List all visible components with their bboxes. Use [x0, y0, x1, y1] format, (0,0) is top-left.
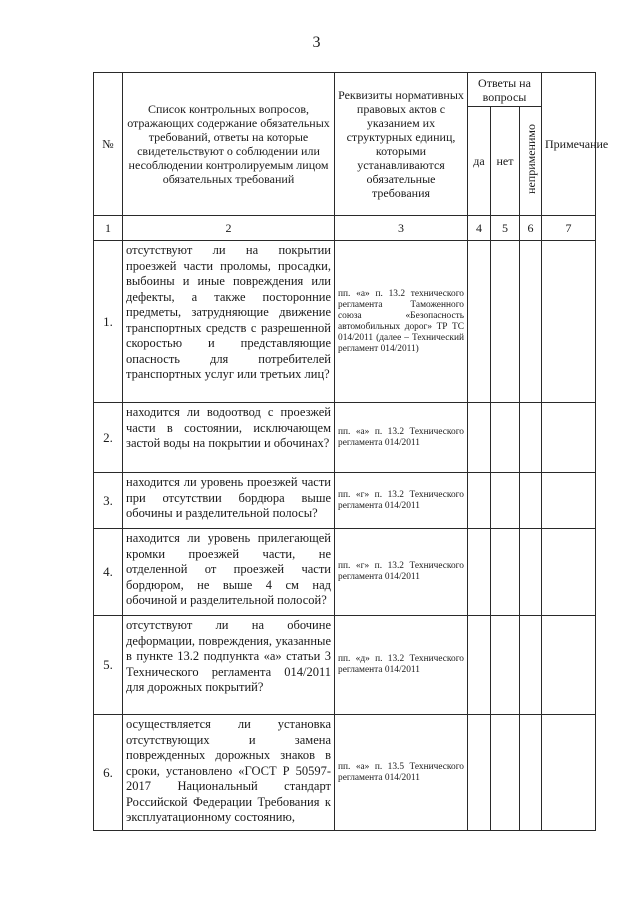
answer-no-cell[interactable] [491, 616, 520, 715]
answer-no-cell[interactable] [491, 403, 520, 473]
answer-not-applicable-cell[interactable] [520, 715, 542, 831]
answer-yes-cell[interactable] [468, 616, 491, 715]
answer-no-cell[interactable] [491, 473, 520, 529]
note-cell[interactable] [542, 403, 596, 473]
column-number: 6 [520, 216, 542, 241]
table-row [94, 473, 596, 529]
row-reference: пп. «г» п. 13.2 Технического регламента 014/2011 [335, 529, 468, 616]
page-number: 3 [312, 34, 321, 51]
row-question: находится ли водоотвод с проезжей части в состоянии, исключающем застой воды на покрытии и обочинах? [123, 403, 335, 473]
table-row [94, 241, 596, 403]
note-cell[interactable] [542, 616, 596, 715]
note-cell[interactable] [542, 473, 596, 529]
table-row [94, 616, 596, 715]
header-requisites: Реквизиты нормативных правовых актов с указанием их структурных единиц, которыми устанавливаются обязательные требования [335, 73, 468, 216]
answer-not-applicable-cell[interactable] [520, 241, 542, 403]
header-row-top [94, 73, 596, 107]
row-question: находится ли уровень прилегающей кромки проезжей части, не отделенной от проезжей части бордюром, не выше 4 см над обочиной и разделительной полосой? [123, 529, 335, 616]
header-number: № [94, 73, 123, 216]
column-number: 4 [468, 216, 491, 241]
note-cell[interactable] [542, 529, 596, 616]
row-reference: пп. «а» п. 13.2 технического регламента Таможенного союза «Безопасность автомобильных дорог» ТР ТС 014/2011 (далее – Технический регламент 014/2011) [335, 241, 468, 403]
column-number: 1 [94, 216, 123, 241]
row-reference: пп. «а» п. 13.5 Технического регламента 014/2011 [335, 715, 468, 831]
answer-yes-cell[interactable] [468, 241, 491, 403]
row-number: 5. [94, 616, 123, 715]
row-number: 1. [94, 241, 123, 403]
answer-not-applicable-cell[interactable] [520, 473, 542, 529]
answer-yes-cell[interactable] [468, 529, 491, 616]
row-question: находится ли уровень проезжей части при отсутствии бордюра выше обочины и разделительной полосы? [123, 473, 335, 529]
row-question: отсутствуют ли на покрытии проезжей части проломы, просадки, выбоины и иные повреждения или дефекты, а также посторонние предметы, затрудняющие движение транспортных средств с разрешенной скоростью и представляющие опасность для потребителей транспортных услуг или третьих лиц? [123, 241, 335, 403]
column-number: 2 [123, 216, 335, 241]
column-number: 7 [542, 216, 596, 241]
note-cell[interactable] [542, 715, 596, 831]
row-number: 4. [94, 529, 123, 616]
header-yes: да [468, 107, 491, 216]
column-number: 3 [335, 216, 468, 241]
row-reference: пп. «г» п. 13.2 Технического регламента 014/2011 [335, 473, 468, 529]
row-number: 6. [94, 715, 123, 831]
answer-yes-cell[interactable] [468, 403, 491, 473]
answer-no-cell[interactable] [491, 241, 520, 403]
row-number: 3. [94, 473, 123, 529]
table-row [94, 403, 596, 473]
row-reference: пп. «а» п. 13.2 Технического регламента 014/2011 [335, 403, 468, 473]
checklist-table [93, 72, 609, 831]
table-row [94, 715, 596, 831]
answer-no-cell[interactable] [491, 715, 520, 831]
row-question: отсутствуют ли на обочине деформации, повреждения, указанные в пункте 13.2 подпункта «а» статьи 3 Технического регламента 014/2011 для дорожных покрытий? [123, 616, 335, 715]
note-cell[interactable] [542, 241, 596, 403]
row-reference: пп. «д» п. 13.2 Технического регламента 014/2011 [335, 616, 468, 715]
header-not-applicable-label: неприменимо [523, 123, 538, 194]
answer-yes-cell[interactable] [468, 715, 491, 831]
column-number: 5 [491, 216, 520, 241]
answer-not-applicable-cell[interactable] [520, 616, 542, 715]
header-no: нет [491, 107, 520, 216]
row-number: 2. [94, 403, 123, 473]
column-number-row [94, 216, 596, 241]
header-not-applicable [520, 107, 542, 216]
header-questions: Список контрольных вопросов, отражающих содержание обязательных требований, ответы на которые свидетельствуют о соблюдении или несоблюдении контролируемым лицом обязательных требований [123, 73, 335, 216]
answer-not-applicable-cell[interactable] [520, 403, 542, 473]
header-note: Примечание [542, 73, 596, 216]
row-question: осуществляется ли установка отсутствующих и замена поврежденных дорожных знаков в сроки, установлено «ГОСТ Р 50597-2017 Национальный стандарт Российской Федерации Требования к эксплуатационному состоянию, [123, 715, 335, 831]
answer-not-applicable-cell[interactable] [520, 529, 542, 616]
answer-yes-cell[interactable] [468, 473, 491, 529]
answer-no-cell[interactable] [491, 529, 520, 616]
header-answers: Ответы на вопросы [468, 73, 542, 107]
table-row [94, 529, 596, 616]
